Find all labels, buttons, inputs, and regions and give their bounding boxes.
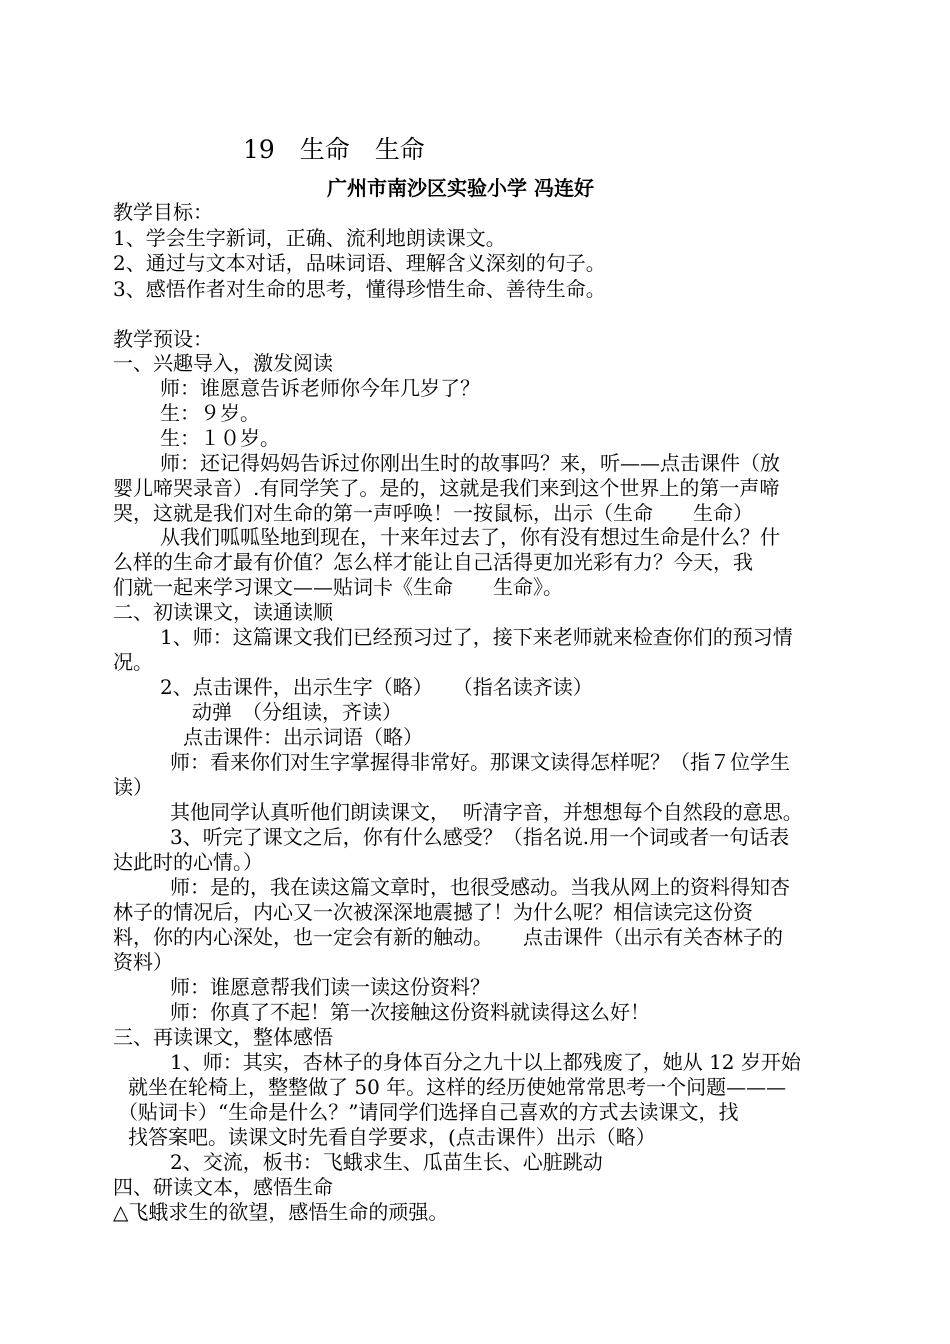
paragraph-line: 2、点击课件，出示生字（略） （指名读齐读） [160,675,593,699]
paragraph-line: 哭，这就是我们对生命的第一声呼唤！一按鼠标，出示（生命 生命） [113,501,753,525]
paragraph-line: 其他同学认真听他们朗读课文， 听清字音，并想想每个自然段的意思。 [170,800,803,824]
paragraph-line: 找答案吧。读课文时先看自学要求，(点击课件）出示（略） [128,1125,656,1149]
paragraph-line: 资料） [113,950,173,974]
section-heading: 二、初读课文，读通读顺 [113,600,333,624]
paragraph-line: 么样的生命才最有价值？怎么样才能让自己活得更加光彩有力？今天，我 [113,550,753,574]
paragraph-line: 师：还记得妈妈告诉过你刚出生时的故事吗？来，听——点击课件（放 [160,451,780,475]
dialogue-line: 生：９岁。 [160,401,260,425]
dialogue-line: 师：你真了不起！第一次接触这份资料就读得这么好！ [170,1000,650,1024]
section-heading: 三、再读课文，整体感悟 [113,1025,333,1049]
paragraph-line: 动弹 （分组读，齐读） [192,700,402,724]
paragraph-line: 1、师：这篇课文我们已经预习过了，接下来老师就来检查你们的预习情 [160,625,793,649]
paragraph-line: 们就一起来学习课文——贴词卡《生命 生命》。 [113,575,563,599]
paragraph-line: 1、师：其实，杏林子的身体百分之九十以上都残废了，她从 12 岁开始 [170,1050,801,1074]
paragraph-line: 婴儿啼哭录音）.有同学笑了。是的，这就是我们来到这个世界上的第一声啼 [113,476,780,500]
paragraph-line: 达此时的心情。） [113,850,263,874]
section-heading: 一、兴趣导入，激发阅读 [113,351,333,375]
objectives-heading: 教学目标： [113,200,213,224]
section-heading: 四、研读文本，感悟生命 [113,1175,333,1199]
paragraph-line: 3、听完了课文之后，你有什么感受？（指名说.用一个词或者一句话表 [170,825,790,849]
objective-item: 1、学会生字新词，正确、流利地朗读课文。 [113,226,506,250]
dialogue-line: 师：谁愿意帮我们读一读这份资料？ [170,975,490,999]
objective-item: 3、感悟作者对生命的思考，懂得珍惜生命、善待生命。 [113,277,606,301]
paragraph-line: （贴词卡）“生命是什么？”请同学们选择自己喜欢的方式去读课文，找 [118,1100,739,1124]
objective-item: 2、通过与文本对话，品味词语、理解含义深刻的句子。 [113,251,606,275]
page-title: 19 生命 生命 [243,135,425,164]
paragraph-line: △飞蛾求生的欲望，感悟生命的顽强。 [113,1200,449,1224]
dialogue-line: 师：谁愿意告诉老师你今年几岁了？ [160,376,480,400]
paragraph-line: 料，你的内心深处，也一定会有新的触动。 点击课件（出示有关杏林子的 [113,925,783,949]
paragraph-line: 师：是的，我在读这篇文章时，也很受感动。当我从网上的资料得知杏 [170,875,790,899]
preset-heading: 教学预设： [113,327,213,351]
paragraph-line: 读） [113,775,153,799]
paragraph-line: 况。 [113,650,153,674]
paragraph-line: 师：看来你们对生字掌握得非常好。那课文读得怎样呢？（指７位学生 [170,750,790,774]
paragraph-line: 点击课件：出示词语（略） [183,725,423,749]
paragraph-line: 就坐在轮椅上，整整做了 50 年。这样的经历使她常常思考一个问题——— [128,1075,787,1099]
dialogue-line: 生：１０岁。 [160,426,280,450]
author-line: 广州市南沙区实验小学 冯连好 [327,176,594,200]
paragraph-line: 林子的情况后，内心又一次被深深地震撼了！为什么呢？相信读完这份资 [113,900,753,924]
paragraph-line: 2、交流，板书：飞蛾求生、瓜苗生长、心脏跳动 [170,1150,603,1174]
paragraph-line: 从我们呱呱坠地到现在，十来年过去了，你有没有想过生命是什么？什 [160,525,780,549]
